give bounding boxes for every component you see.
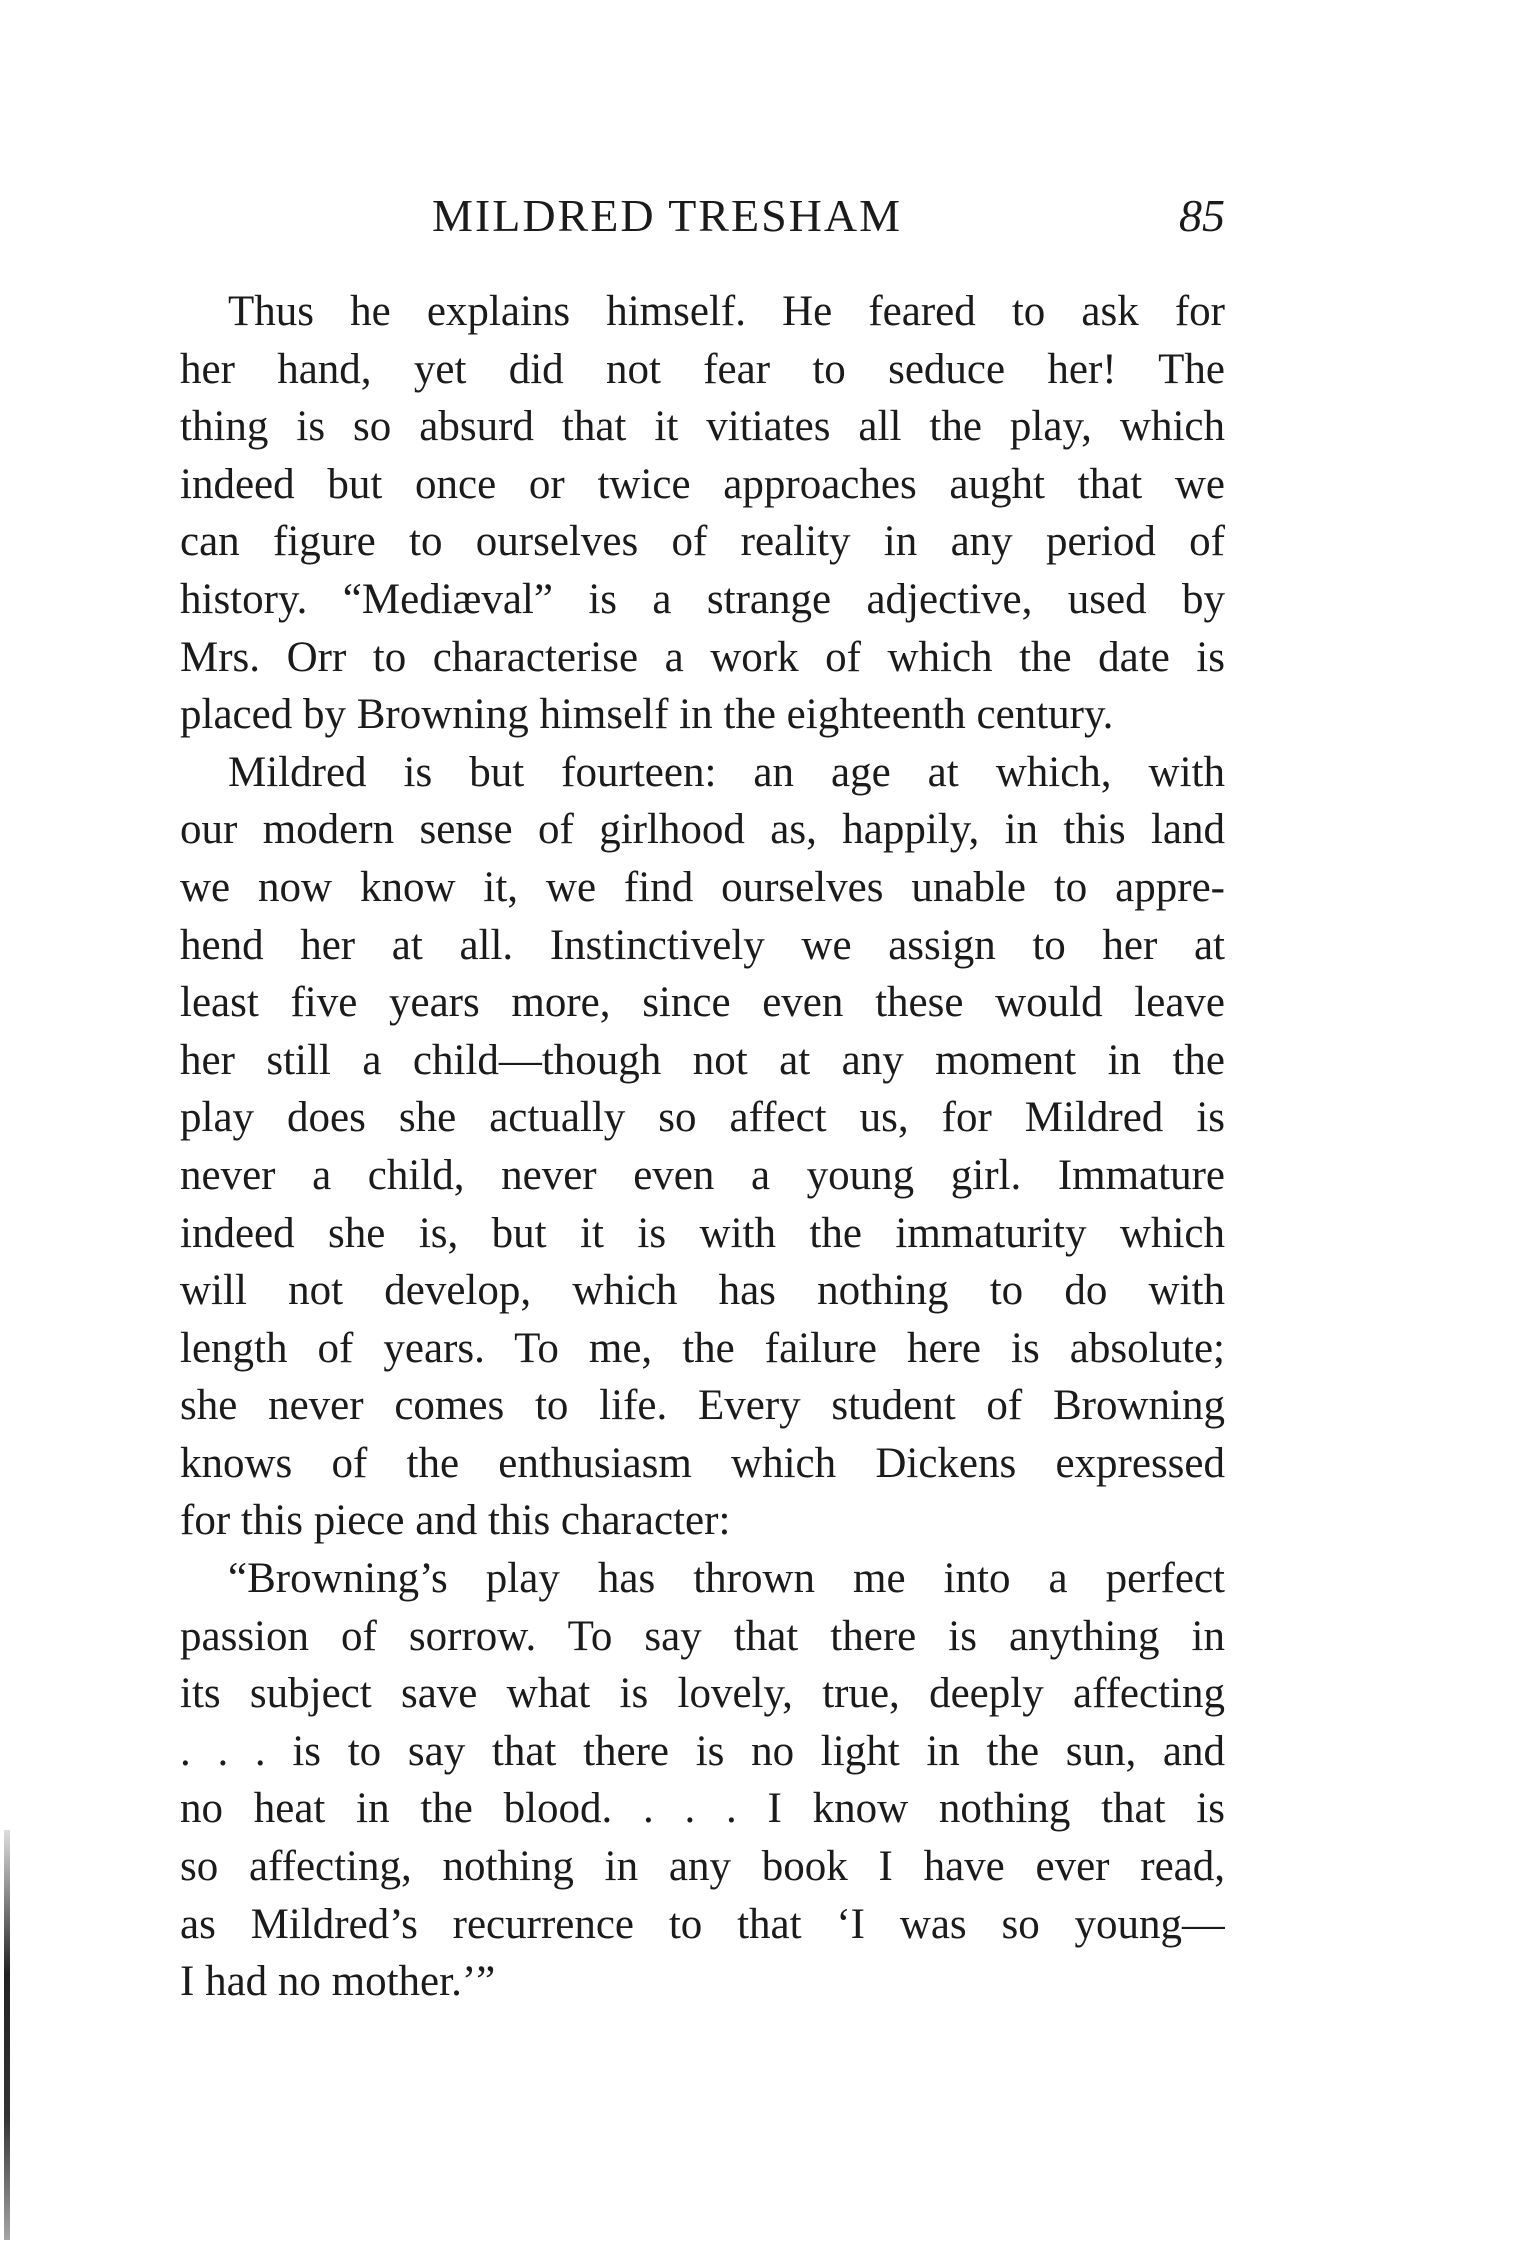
text-line: no heat in the blood. . . . I know nothing that is xyxy=(180,1785,1225,1833)
text-line: least five years more, since even these would leave xyxy=(180,979,1225,1027)
text-line: length of years. To me, the failure here is absolute; xyxy=(180,1324,1225,1372)
text-line: placed by Browning himself in the eighteenth century. xyxy=(180,691,1114,739)
text-line: history. “Mediæval” is a strange adjective, used by xyxy=(180,575,1225,623)
body-text xyxy=(180,283,1225,2011)
text-line: Thus he explains himself. He feared to ask for xyxy=(228,288,1225,335)
text-line: passion of sorrow. To say that there is anything in xyxy=(180,1612,1225,1660)
text-line: “Browning’s play has thrown me into a perfect xyxy=(228,1555,1225,1603)
text-line: can figure to ourselves of reality in any period of xyxy=(180,518,1225,566)
text-line: Mildred is but fourteen: an age at which, with xyxy=(228,748,1225,796)
text-line: she never comes to life. Every student of Browning xyxy=(180,1382,1225,1430)
text-line: . . . is to say that there is no light in the sun, and xyxy=(180,1727,1225,1775)
text-line: as Mildred’s recurrence to that ‘I was so young— xyxy=(180,1900,1225,1948)
text-line: Mrs. Orr to characterise a work of which the date is xyxy=(180,633,1225,681)
text-line: I had no mother.’” xyxy=(180,1958,496,2006)
text-line: play does she actually so affect us, for Mildred is xyxy=(180,1094,1225,1142)
page-header xyxy=(180,186,1225,256)
text-line: its subject save what is lovely, true, deeply affecting xyxy=(180,1670,1225,1718)
scan-edge-artifact xyxy=(4,1830,10,2240)
text-line: for this piece and this character: xyxy=(180,1497,731,1545)
text-line: her hand, yet did not fear to seduce her! The xyxy=(180,345,1225,393)
text-line: knows of the enthusiasm which Dickens expressed xyxy=(180,1439,1225,1487)
text-line: so affecting, nothing in any book I have ever read, xyxy=(180,1843,1225,1891)
text-line: will not develop, which has nothing to do with xyxy=(180,1267,1225,1315)
text-line: we now know it, we find ourselves unable to appre- xyxy=(180,863,1225,911)
text-line: never a child, never even a young girl. Immature xyxy=(180,1151,1225,1199)
text-line: indeed she is, but it is with the immaturity which xyxy=(180,1209,1225,1257)
text-line: indeed but once or twice approaches aught that we xyxy=(180,460,1225,508)
text-line: our modern sense of girlhood as, happily, in this land xyxy=(180,806,1225,854)
text-line: her still a child—though not at any moment in the xyxy=(180,1036,1225,1084)
text-line: hend her at all. Instinctively we assign to her at xyxy=(180,921,1225,969)
text-line: thing is so absurd that it vitiates all the play, which xyxy=(180,403,1225,451)
running-title: MILDRED TRESHAM xyxy=(432,190,903,241)
page-number: 85 xyxy=(1179,190,1225,241)
